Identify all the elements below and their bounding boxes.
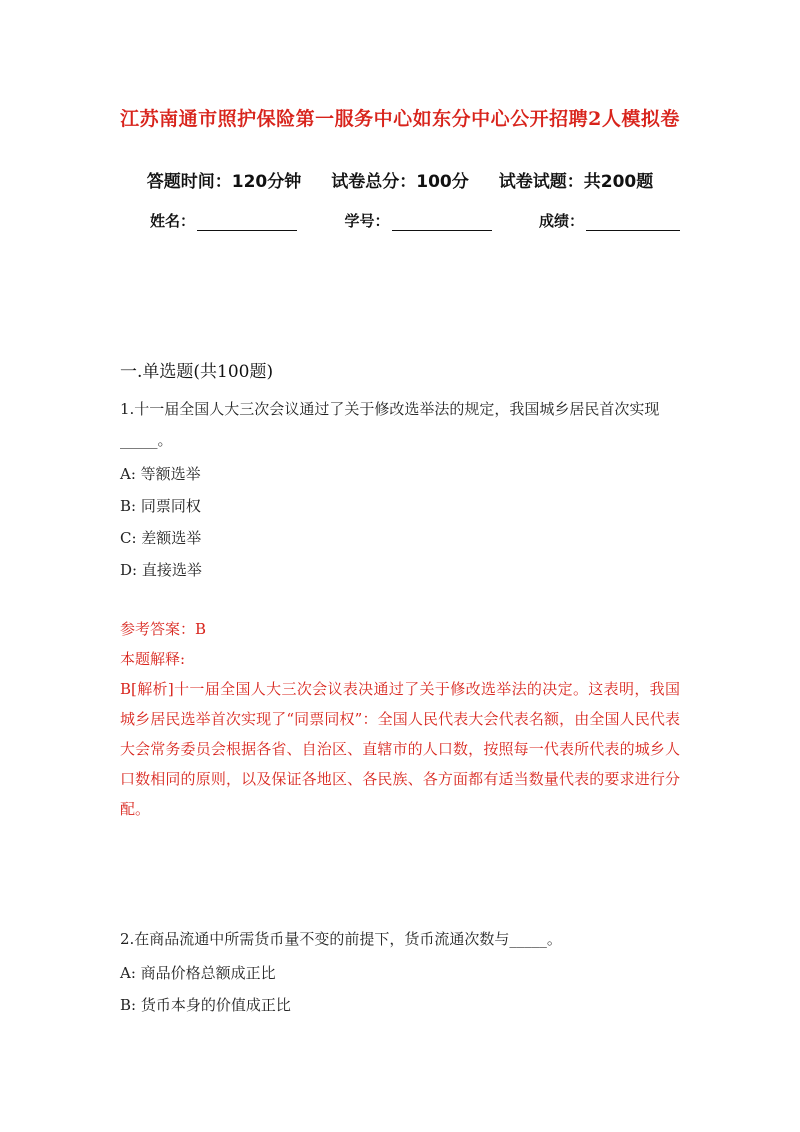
exam-total-score: 试卷总分：100分	[331, 172, 469, 192]
explanation-label: 本题解释:	[120, 650, 186, 668]
question-1	[120, 394, 680, 586]
score-label: 成绩：	[538, 212, 584, 230]
option-b: B: 同票同权	[120, 497, 201, 515]
exam-meta	[0, 167, 800, 192]
student-id-field	[344, 210, 491, 231]
option-b: B: 货币本身的价值成正比	[120, 996, 291, 1014]
exam-title: 江苏南通市照护保险第一服务中心如东分中心公开招聘2人模拟卷	[120, 108, 680, 130]
explanation-text: B[解析]十一届全国人大三次会议表决通过了关于修改选举法的决定。这表明，我国城乡居民选举首次实现了“同票同权”：全国人民代表大会代表名额，由全国人民代表大会常务委员会根据各省、自治区、直辖市的人口数，按照每一代表所代表的城乡人口数相同的原则，以及保证各地区、各民族、各方面都有适当数量代表的要求进行分配。	[120, 680, 680, 818]
question-2	[120, 924, 680, 1021]
score-blank	[586, 216, 680, 231]
option-a: A: 商品价格总额成正比	[120, 964, 276, 982]
exam-question-count: 试卷试题：共200题	[498, 172, 654, 192]
name-blank	[197, 216, 297, 231]
section-heading: 一.单选题(共100题)	[120, 362, 274, 382]
option-d: D: 直接选举	[120, 561, 202, 579]
reference-answer: 参考答案：B	[120, 620, 207, 638]
student-id-label: 学号：	[344, 212, 390, 230]
score-field	[539, 210, 680, 231]
exam-time: 答题时间：120分钟	[146, 172, 302, 192]
option-c: C: 差额选举	[120, 529, 202, 547]
student-id-blank	[392, 216, 492, 231]
question-stem: 2.在商品流通中所需货币量不变的前提下，货币流通次数与_____。	[120, 930, 562, 948]
name-field	[150, 210, 297, 231]
question-stem: 1.十一届全国人大三次会议通过了关于修改选举法的规定，我国城乡居民首次实现_____。	[120, 400, 660, 449]
name-label: 姓名：	[150, 212, 196, 230]
student-info	[150, 210, 680, 231]
option-list	[120, 957, 680, 1021]
option-a: A: 等额选举	[120, 465, 201, 483]
option-list	[120, 458, 680, 586]
answer-block	[120, 614, 680, 824]
